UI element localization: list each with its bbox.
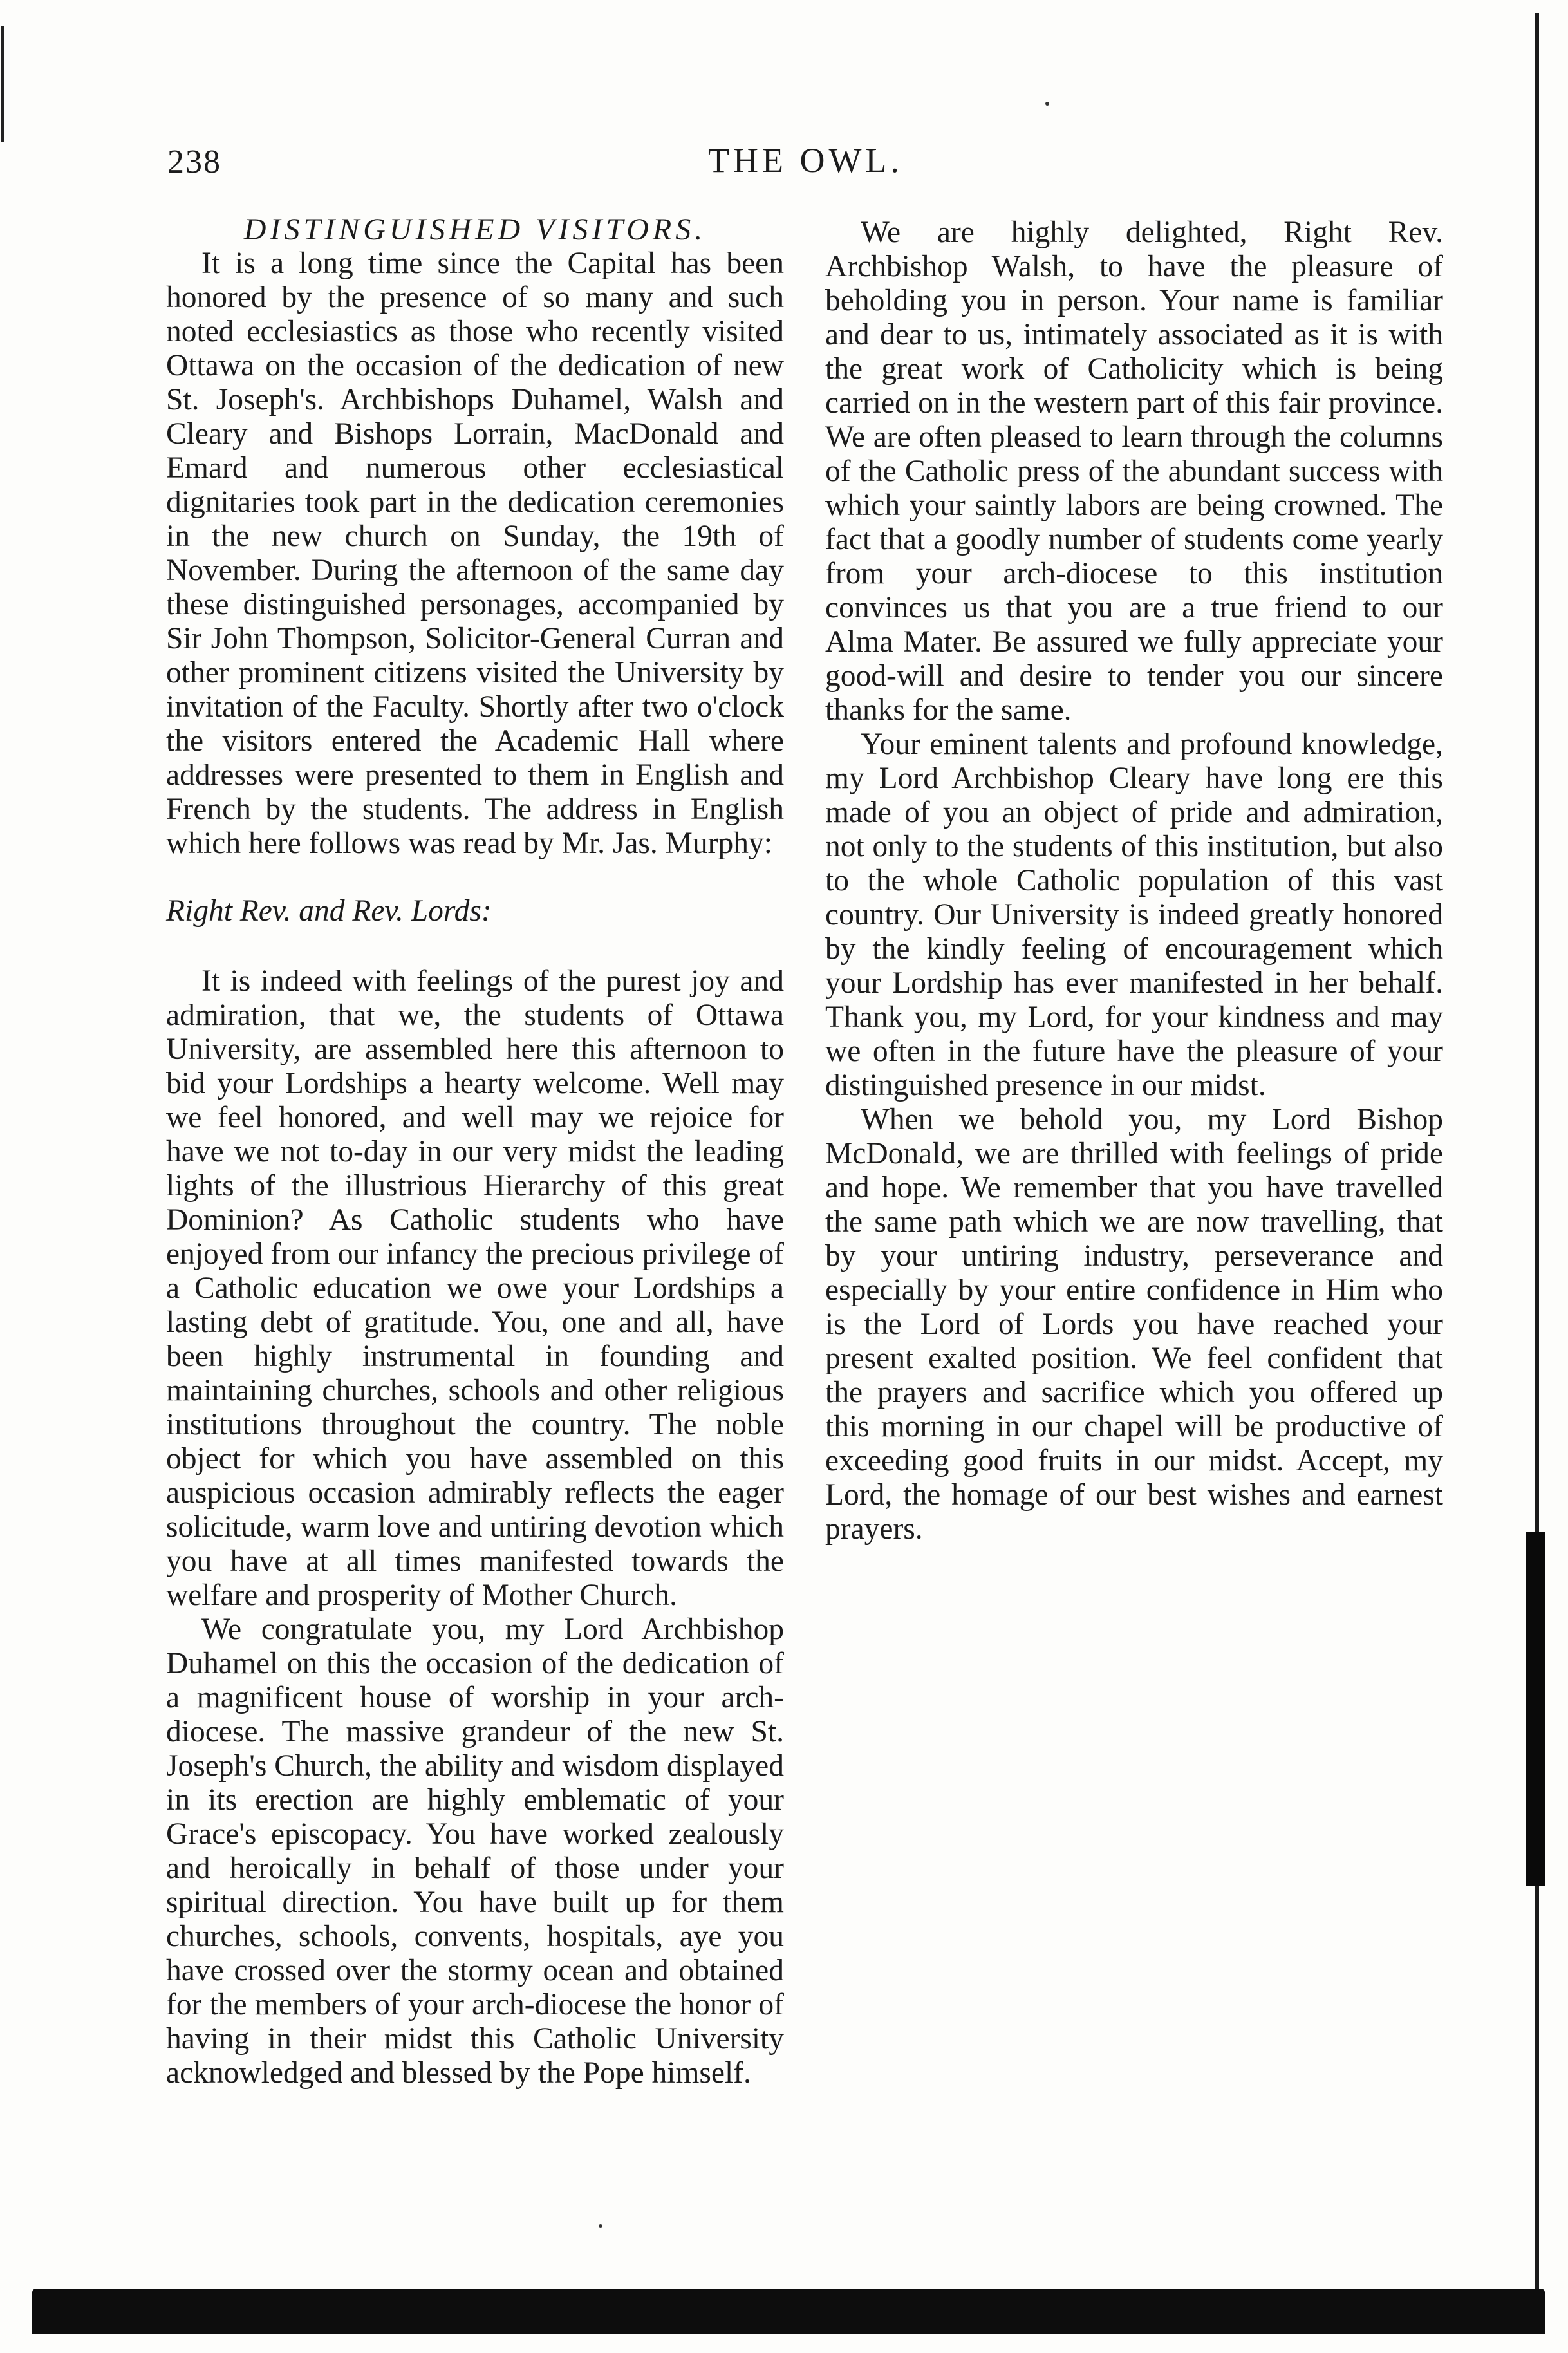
scan-edge-mark bbox=[1, 26, 4, 142]
scan-bottom-edge bbox=[32, 2289, 1545, 2334]
address-paragraph: We congratulate you, my Lord Archbishop Duhamel on this the occasion of the dedication of a magnificent house of worship in your arch-diocese. The massive grandeur of the new St. Joseph's Church, the ability and wisdom displayed in its erection are highly emblematic of your Grace's episcopacy. You have worked zealously and heroically in behalf of those under your spiritual direction. You have built up for them churches, schools, convents, hospitals, aye you have crossed over the stormy ocean and obtained for the members of your arch-diocese the honor of having in their midst this Catholic University acknowledged and blessed by the Pope himself. bbox=[166, 1613, 784, 2090]
left-column bbox=[166, 212, 784, 2090]
scan-speck bbox=[1045, 102, 1049, 106]
scan-dark-patch bbox=[1526, 1532, 1545, 1886]
intro-paragraph: It is a long time since the Capital has been honored by the presence of so many and such noted ecclesiastics as those who recently visited Ottawa on the occasion of the dedication of new St. Joseph's. Archbishops Duhamel, Walsh and Cleary and Bishops Lorrain, MacDonald and Emard and numerous other ecclesiastical dignitaries took part in the dedication ceremonies in the new church on Sunday, the 19th of November. During the afternoon of the same day these distinguished personages, accompanied by Sir John Thompson, Solicitor-General Curran and other prominent citizens visited the University by invitation of the Faculty. Shortly after two o'clock the visitors entered the Academic Hall where addresses were presented to them in English and French by the students. The address in English which here follows was read by Mr. Jas. Murphy: bbox=[166, 247, 784, 860]
article-title: DISTINGUISHED VISITORS. bbox=[243, 212, 707, 247]
address-paragraph: We are highly delighted, Right Rev. Archbishop Walsh, to have the pleasure of beholding you in person. Your name is familiar and dear to us, intimately associated as it is with the great work of Catholicity which is being carried on in the western part of this fair province. We are often pleased to learn through the columns of the Catholic press of the abundant success with which your saintly labors are being crowned. The fact that a goodly number of students come yearly from your arch-diocese to this institution convinces us that you are a true friend to our Alma Mater. Be assured we fully appreciate your good-will and desire to tender you our sincere thanks for the same. bbox=[825, 216, 1443, 727]
running-head: THE OWL. bbox=[708, 141, 903, 180]
right-column bbox=[825, 216, 1443, 1546]
address-paragraph: When we behold you, my Lord Bishop McDonald, we are thrilled with feelings of pride and hope. We remember that you have travelled the same path which we are now travelling, that by your untiring industry, perseverance and especially by your entire confidence in Him who is the Lord of Lords you have reached your present exalted position. We feel confident that the prayers and sacrifice which you offered up this morning in our chapel will be productive of exceeding good fruits in our midst. Accept, my Lord, the homage of our best wishes and earnest prayers. bbox=[825, 1103, 1443, 1546]
address-paragraph: It is indeed with feelings of the purest joy and admiration, that we, the students of Ottawa University, are assembled here this afternoon to bid your Lordships a hearty welcome. Well may we feel honored, and well may we rejoice for have we not to-day in our very midst the leading lights of the illustrious Hierarchy of this great Dominion? As Catholic students who have enjoyed from our infancy the precious privilege of a Catholic education we owe your Lordships a lasting debt of gratitude. You, one and all, have been highly instrumental in founding and maintaining churches, schools and other religious institutions throughout the country. The noble object for which you have assembled on this auspicious occasion admirably reflects the eager solicitude, warm love and untiring devotion which you have at all times manifested towards the welfare and prosperity of Mother Church. bbox=[166, 964, 784, 1612]
salutation: Right Rev. and Rev. Lords: bbox=[166, 894, 492, 928]
scan-speck bbox=[599, 2224, 602, 2228]
address-paragraph: Your eminent talents and profound knowledge, my Lord Archbishop Cleary have long ere this made of you an object of pride and admiration, not only to the students of this institution, but also to the whole Catholic population of this vast country. Our University is indeed greatly honored by the kindly feeling of encouragement which your Lordship has ever manifested in her behalf. Thank you, my Lord, for your kindness and may we often in the future have the pleasure of your distinguished presence in our midst. bbox=[825, 727, 1443, 1102]
page-number: 238 bbox=[167, 144, 221, 180]
scan-right-edge bbox=[1535, 13, 1539, 2305]
